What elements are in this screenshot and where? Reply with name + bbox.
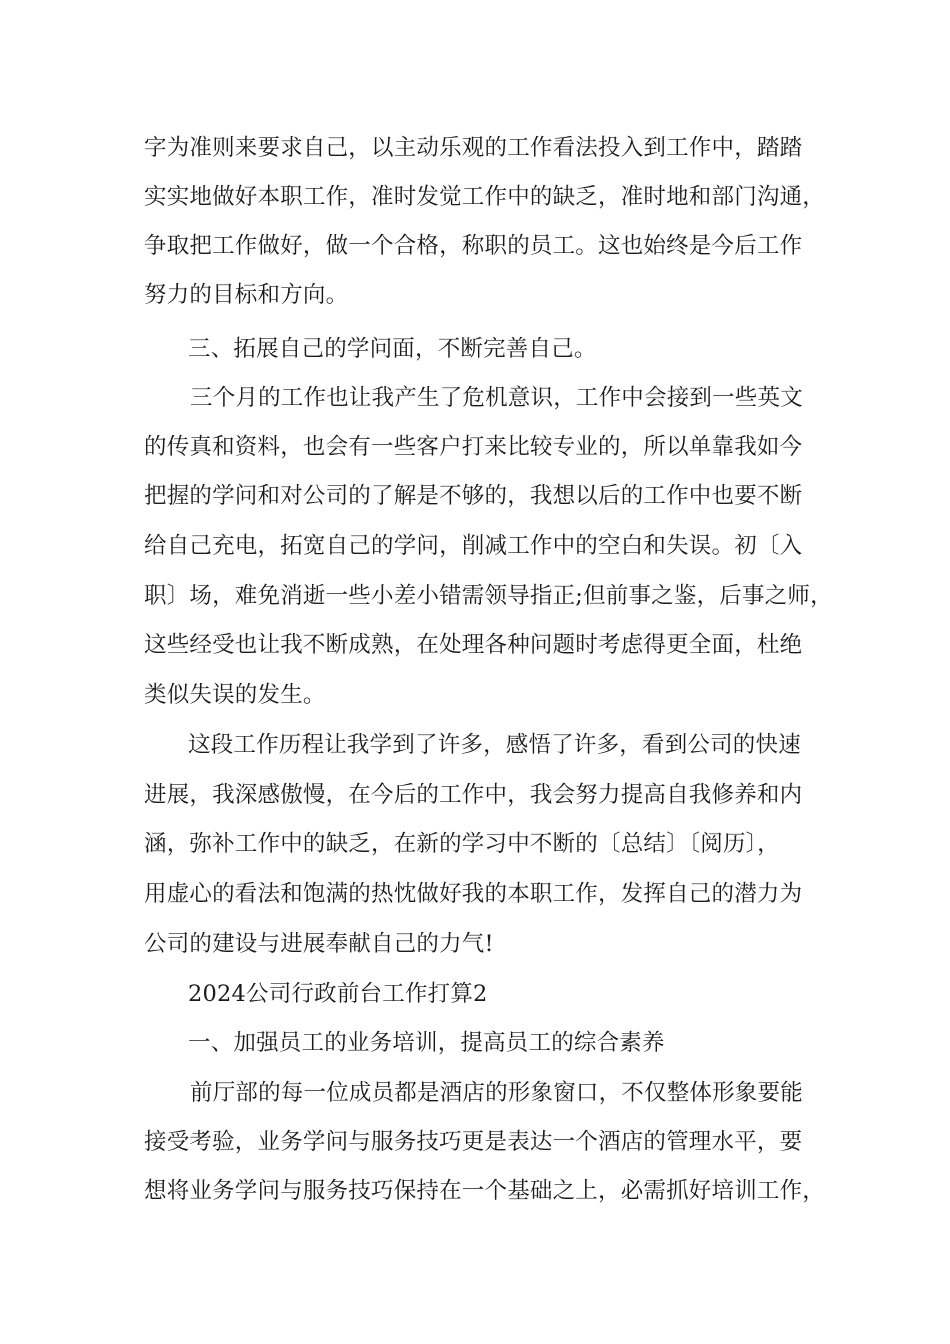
paragraph-line: 涵，弥补工作中的缺乏，在新的学习中不断的〔总结〕〔阅历〕， bbox=[144, 831, 780, 857]
paragraph-line: 把握的学问和对公司的了解是不够的，我想以后的工作中也要不断 bbox=[144, 483, 803, 509]
paragraph-line: 用虚心的看法和饱满的热忱做好我的本职工作，发挥自己的潜力为 bbox=[144, 881, 803, 907]
paragraph-line: 公司的建设与进展奉献自己的力气! bbox=[144, 931, 494, 957]
paragraph-line: 字为准则来要求自己，以主动乐观的工作看法投入到工作中，踏踏 bbox=[144, 135, 803, 161]
paragraph-line: 想将业务学问与服务技巧保持在一个基础之上，必需抓好培训工作， bbox=[144, 1178, 826, 1204]
paragraph-line: 进展，我深感傲慢，在今后的工作中，我会努力提高自我修养和内 bbox=[144, 782, 803, 808]
paragraph-line: 前厅部的每一位成员都是酒店的形象窗口，不仅整体形象要能 bbox=[190, 1080, 803, 1106]
paragraph-line: 实实地做好本职工作，准时发觉工作中的缺乏，准时地和部门沟通， bbox=[144, 184, 826, 210]
paragraph-line: 三个月的工作也让我产生了危机意识，工作中会接到一些英文 bbox=[190, 385, 803, 411]
paragraph-line: 类似失误的发生。 bbox=[144, 682, 326, 708]
paragraph-line: 争取把工作做好，做一个合格，称职的员工。这也始终是今后工作 bbox=[144, 233, 803, 259]
section-heading: 一、加强员工的业务培训，提高员工的综合素养 bbox=[188, 1030, 665, 1056]
paragraph-line: 这段工作历程让我学到了许多，感悟了许多，看到公司的快速 bbox=[188, 732, 801, 758]
paragraph-line: 的传真和资料，也会有一些客户打来比较专业的，所以单靠我如今 bbox=[144, 434, 803, 460]
paragraph-line: 接受考验，业务学问与服务技巧更是表达一个酒店的管理水平，要 bbox=[144, 1129, 803, 1155]
paragraph-line: 这些经受也让我不断成熟，在处理各种问题时考虑得更全面，杜绝 bbox=[144, 632, 803, 658]
section-heading: 三、拓展自己的学问面，不断完善自己。 bbox=[188, 336, 597, 362]
paragraph-line: 给自己充电，拓宽自己的学问，削减工作中的空白和失误。初〔入 bbox=[144, 533, 803, 559]
paragraph-line: 努力的目标和方向。 bbox=[144, 282, 349, 308]
section-title: 2024公司行政前台工作打算2 bbox=[188, 981, 488, 1007]
paragraph-line: 职〕场，难免消逝一些小差小错需领导指正;但前事之鉴，后事之师， bbox=[144, 583, 833, 609]
